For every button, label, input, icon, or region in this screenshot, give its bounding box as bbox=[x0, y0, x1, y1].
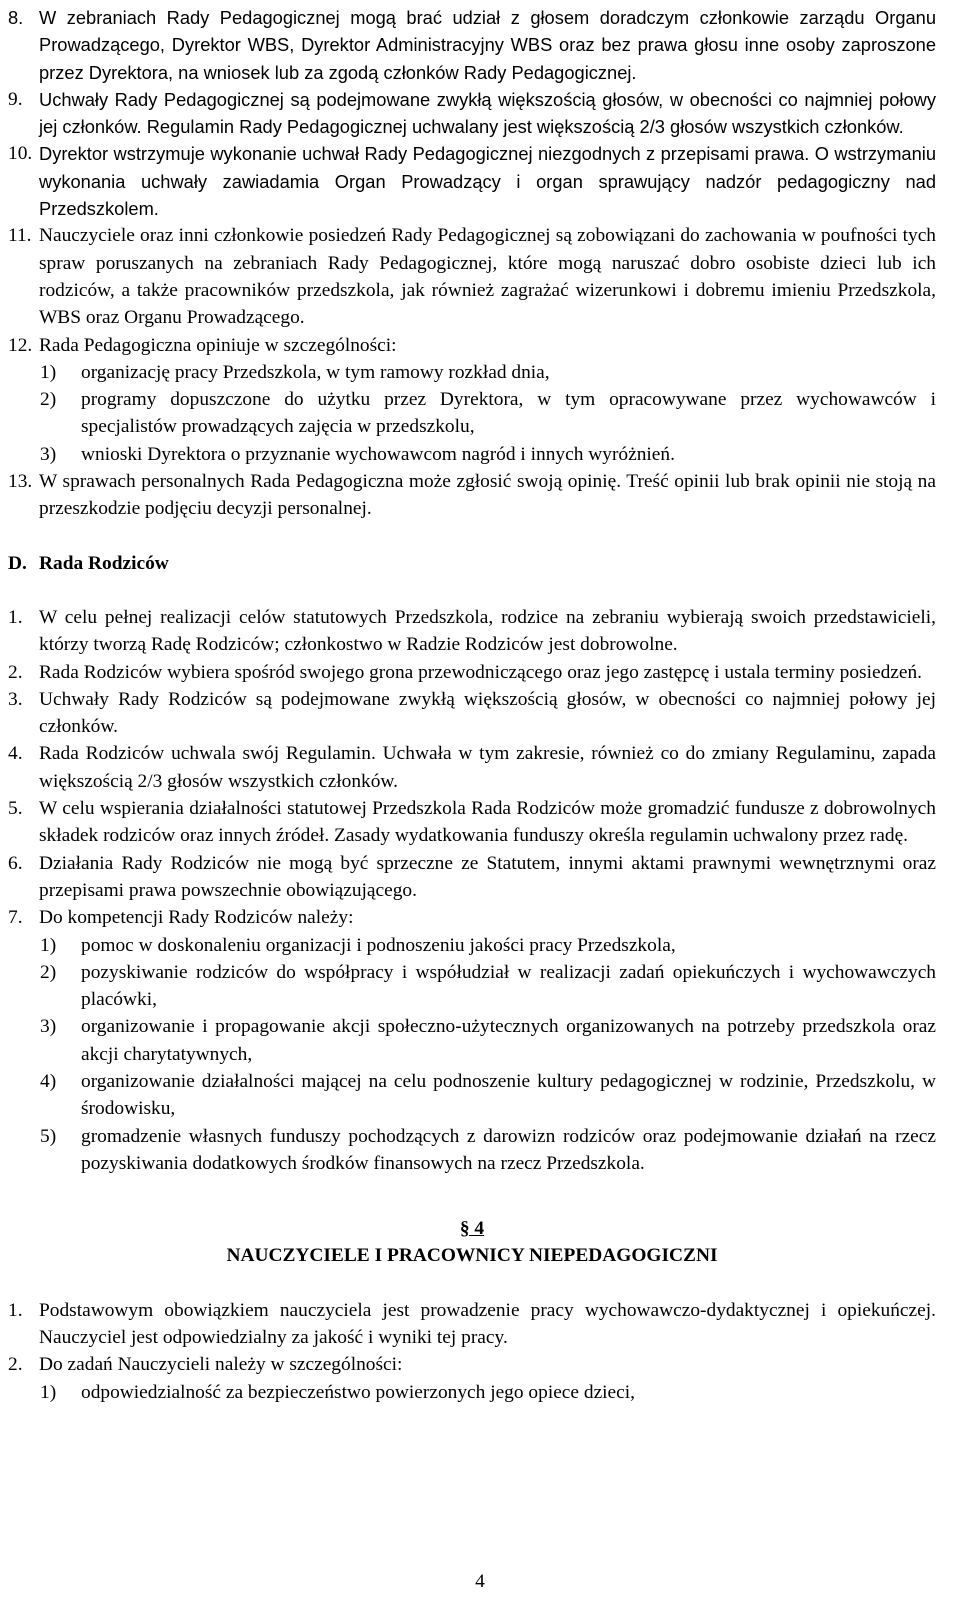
list-item bbox=[8, 604, 936, 659]
section-c-list bbox=[8, 4, 936, 523]
sub-item-number: 5) bbox=[40, 1125, 57, 1147]
section-4-list bbox=[8, 1297, 936, 1406]
list-item bbox=[8, 1297, 936, 1352]
sub-item-text: odpowiedzialność za bezpieczeństwo powierzonych jego opiece dzieci, bbox=[81, 1381, 636, 1403]
item-text: Dyrektor wstrzymuje wykonanie uchwał Rady Pedagogicznej niezgodnych z przepisami prawa. O wstrzymaniu wykonania uchwały zawiadamia Organ Prowadzący i organ sprawujący nadzór pedagogiczny nad Przedszkolem. bbox=[39, 143, 936, 220]
sub-item-text: gromadzenie własnych funduszy pochodzących z darowizn rodziców oraz podejmowanie działań na rzecz pozyskiwania dodatkowych środków finansowych na rzecz Przedszkola. bbox=[81, 1125, 936, 1174]
item-number: 7. bbox=[8, 907, 23, 929]
paragraph-marker bbox=[8, 1215, 936, 1242]
sub-item-text: pomoc w doskonaleniu organizacji i podnoszeniu jakości pracy Przedszkola, bbox=[81, 934, 676, 956]
list-item bbox=[8, 850, 936, 905]
sub-item bbox=[8, 359, 936, 386]
sub-item-text: wnioski Dyrektora o przyznanie wychowawcom nagród i innych wyróżnień. bbox=[81, 443, 675, 465]
list-item bbox=[8, 795, 936, 850]
list-item bbox=[8, 468, 936, 523]
item-text: W sprawach personalnych Rada Pedagogiczna może zgłosić swoją opinię. Treść opinii lub brak opinii nie stoją na przeszkodzie podjęciu decyzji personalnej. bbox=[39, 471, 936, 520]
section-d-heading bbox=[8, 550, 936, 577]
item-text: Rada Rodziców uchwala swój Regulamin. Uchwała w tym zakresie, również co do zmiany Regulaminu, zapada większością 2/3 głosów wszystkich członków. bbox=[39, 743, 936, 792]
item-number: 1. bbox=[8, 1299, 23, 1321]
list-item bbox=[8, 1351, 936, 1378]
item-number: 5. bbox=[8, 798, 23, 820]
item-number: 12. bbox=[8, 334, 33, 356]
item-text: W celu pełnej realizacji celów statutowych Przedszkola, rodzice na zebraniu wybierają swoich przedstawicieli, którzy tworzą Radę Rodziców; członkostwo w Radzie Rodziców jest dobrowolne. bbox=[39, 606, 936, 656]
list-item bbox=[8, 659, 936, 686]
spacer bbox=[8, 1204, 936, 1215]
item-text: Podstawowym obowiązkiem nauczyciela jest prowadzenie pracy wychowawczo-dydaktycznej i opiekuńczej. Nauczyciel jest odpowiedzialny za jakość i wyniki tej pracy. bbox=[39, 1299, 936, 1349]
list-item bbox=[8, 86, 936, 141]
sub-item-number: 1) bbox=[40, 361, 57, 383]
sub-item bbox=[8, 386, 936, 441]
paragraph-number: § 4 bbox=[459, 1218, 485, 1240]
sub-item-text: programy dopuszczone do użytku przez Dyrektora, w tym opracowywane przez wychowawców i specjalistów prowadzących zajęcia w przedszkolu, bbox=[81, 389, 936, 438]
spacer bbox=[8, 577, 936, 604]
item-number: 10. bbox=[8, 143, 33, 165]
sub-item-number: 3) bbox=[40, 443, 57, 465]
item-number: 2. bbox=[8, 1354, 23, 1376]
item-number: 1. bbox=[8, 606, 23, 628]
list-item bbox=[8, 332, 936, 359]
item-text: Do zadań Nauczycieli należy w szczególności: bbox=[39, 1354, 403, 1376]
sub-item-number: 2) bbox=[40, 961, 57, 983]
sub-item bbox=[8, 1013, 936, 1068]
sub-item-text: pozyskiwanie rodziców do współpracy i współudział w realizacji zadań opiekuńczych i wychowawczych placówki, bbox=[81, 961, 936, 1011]
sub-item-number: 4) bbox=[40, 1070, 57, 1092]
sub-item bbox=[8, 932, 936, 959]
list-item bbox=[8, 222, 936, 331]
item-number: 9. bbox=[8, 88, 23, 110]
sub-item-text: organizację pracy Przedszkola, w tym ramowy rozkład dnia, bbox=[81, 361, 550, 383]
sub-item-text: organizowanie działalności mającej na celu podnoszenie kultury pedagogicznej w rodzinie, Przedszkolu, w środowisku, bbox=[81, 1070, 936, 1120]
item-number: 2. bbox=[8, 661, 23, 683]
sub-item bbox=[8, 1068, 936, 1123]
item-number: 8. bbox=[8, 7, 24, 28]
sub-item-number: 2) bbox=[40, 389, 57, 411]
sub-item bbox=[8, 959, 936, 1014]
spacer bbox=[8, 1177, 936, 1204]
item-text: Do kompetencji Rady Rodziców należy: bbox=[39, 907, 354, 929]
item-text: Uchwały Rady Rodziców są podejmowane zwykłą większością głosów, w obecności co najmniej połowy jej członków. bbox=[39, 688, 936, 738]
list-item bbox=[8, 904, 936, 931]
section-title: Rada Rodziców bbox=[39, 552, 169, 574]
item-text: W zebraniach Rady Pedagogicznej mogą brać udział z głosem doradczym członkowie zarządu Organu Prowadzącego, Dyrektor WBS, Dyrektor Administracyjny WBS oraz bez prawa głosu inne osoby zaproszone przez Dyrektora, na wniosek lub za zgodą członków Rady Pedagogicznej. bbox=[39, 7, 936, 83]
sub-item-number: 1) bbox=[40, 934, 57, 956]
item-text: Nauczyciele oraz inni członkowie posiedzeń Rady Pedagogicznej są zobowiązani do zachowania w poufności tych spraw poruszanych na zebraniach Rady Pedagogicznej, które mogą naruszać dobro osobiste dzieci lub ich rodziców, a także pracowników przedszkola, jak również zagrażać wizerunkowi i dobremu imieniu Przedszkola, WBS oraz Organu Prowadzącego. bbox=[39, 225, 936, 329]
item-text: W celu wspierania działalności statutowej Przedszkola Rada Rodziców może gromadzić fundusze z dobrowolnych składek rodziców oraz innych źródeł. Zasady wydatkowania funduszy określa regulamin uchwalony przez radę. bbox=[39, 798, 936, 847]
list-item bbox=[8, 140, 936, 222]
sub-item bbox=[8, 1379, 936, 1406]
list-item bbox=[8, 740, 936, 795]
sub-item-text: organizowanie i propagowanie akcji społeczno-użytecznych organizowanych na potrzeby przedszkola oraz akcji charytatywnych, bbox=[81, 1016, 936, 1065]
spacer bbox=[8, 1270, 936, 1297]
item-number: 4. bbox=[8, 743, 23, 765]
item-number: 11. bbox=[8, 225, 32, 247]
item-number: 13. bbox=[8, 471, 33, 493]
item-text: Działania Rady Rodziców nie mogą być sprzeczne ze Statutem, innymi aktami prawnymi wewnętrznymi oraz przepisami prawa powszechnie obowiązującego. bbox=[39, 852, 936, 901]
section-4-title: NAUCZYCIELE I PRACOWNICY NIEPEDAGOGICZNI bbox=[226, 1245, 718, 1267]
page-number: 4 bbox=[475, 1571, 485, 1592]
list-item bbox=[8, 686, 936, 741]
section-letter: D. bbox=[8, 552, 27, 574]
list-item bbox=[8, 4, 936, 86]
item-text: Rada Pedagogiczna opiniuje w szczególności: bbox=[39, 334, 397, 356]
sub-item bbox=[8, 1123, 936, 1178]
sub-item-number: 3) bbox=[40, 1016, 57, 1038]
sub-item bbox=[8, 441, 936, 468]
sub-item-number: 1) bbox=[40, 1381, 57, 1403]
item-number: 3. bbox=[8, 688, 23, 710]
item-text: Rada Rodziców wybiera spośród swojego grona przewodniczącego oraz jego zastępcę i ustala terminy posiedzeń. bbox=[39, 661, 923, 683]
section-d-list bbox=[8, 604, 936, 1177]
item-number: 6. bbox=[8, 852, 23, 874]
item-text: Uchwały Rady Pedagogicznej są podejmowane zwykłą większością głosów, w obecności co najmniej połowy jej członków. Regulamin Rady Pedagogicznej uchwalany jest większością 2/3 głosów wszystkich członków. bbox=[39, 88, 936, 138]
spacer bbox=[8, 523, 936, 550]
document-page bbox=[8, 4, 936, 1406]
